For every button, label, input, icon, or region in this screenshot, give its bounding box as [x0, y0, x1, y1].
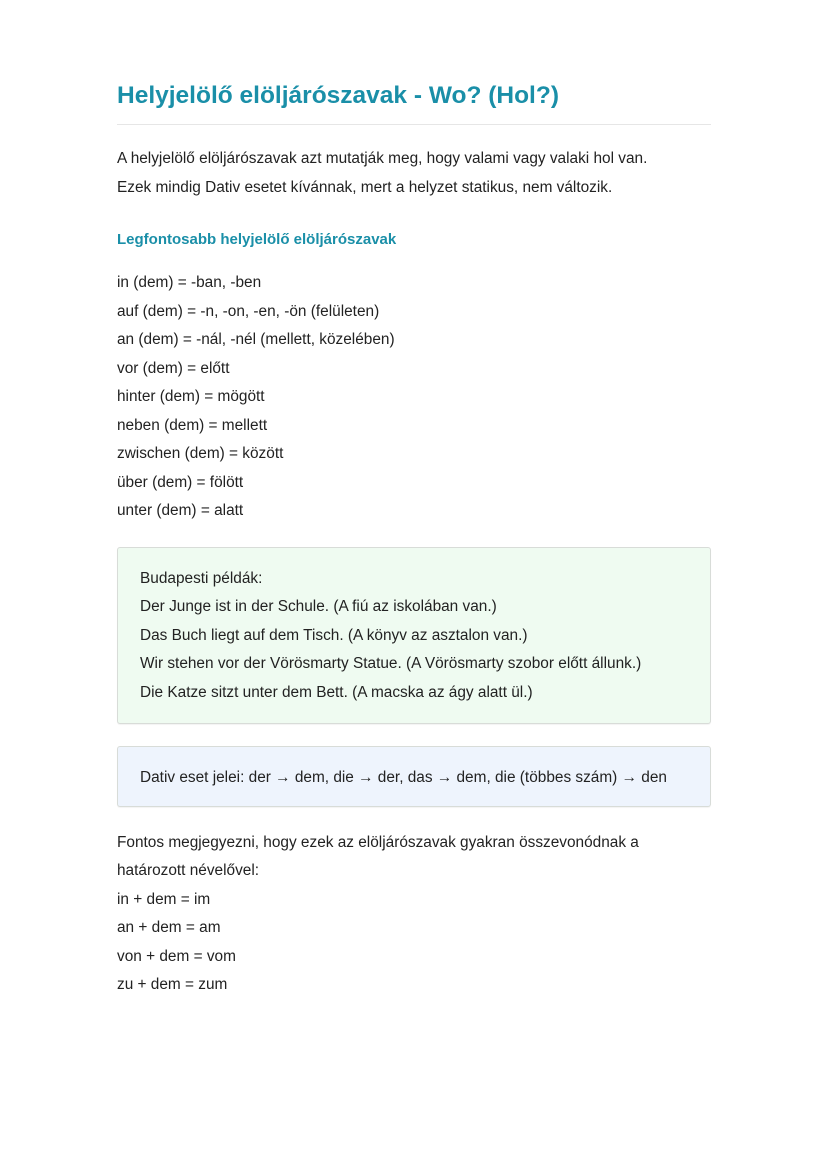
- list-item: in (dem) = -ban, -ben: [117, 274, 262, 291]
- divider: [117, 124, 711, 125]
- list-item: neben (dem) = mellett: [117, 416, 268, 434]
- list-item: zwischen (dem) = között: [117, 445, 284, 462]
- example-item: Wir stehen vor der Vörösmarty Statue. (A Vörösmarty szobor előtt állunk.): [140, 655, 642, 672]
- contraction-intro: Fontos megjegyezni, hogy ezek az elöljárószavak gyakran összevonódnak a határozott névelővel:: [117, 833, 639, 879]
- list-item: auf (dem) = -n, -on, -en, -ön (felületen): [117, 302, 380, 320]
- intro-paragraph: [117, 145, 711, 202]
- example-item: Der Junge ist in der Schule. (A fiú az iskolában van.): [140, 598, 497, 615]
- list-item: in + dem = im: [117, 890, 211, 908]
- examples-label: Budapesti példák:: [140, 569, 263, 587]
- dativ-note-box: [117, 746, 711, 807]
- page-title: Helyjelölő elöljárószavak - Wo? (Hol?): [117, 82, 559, 109]
- examples-box: [117, 547, 711, 725]
- intro-line: Ezek mindig Dativ esetet kívánnak, mert a helyzet statikus, nem változik.: [117, 178, 613, 196]
- example-item: Die Katze sitzt unter dem Bett. (A macska az ágy alatt ül.): [140, 683, 533, 701]
- list-item: vor (dem) = előtt: [117, 359, 230, 377]
- list-item: an (dem) = -nál, -nél (mellett, közelében): [117, 331, 395, 348]
- document: [117, 78, 711, 1000]
- list-item: zu + dem = zum: [117, 976, 228, 993]
- dativ-note: Dativ eset jelei: der → dem, die → der, das → dem, die (többes szám) → den: [140, 769, 667, 786]
- example-item: Das Buch liegt auf dem Tisch. (A könyv az asztalon van.): [140, 626, 528, 644]
- section-heading: Legfontosabb helyjelölő elöljárószavak: [117, 231, 397, 248]
- list-item: unter (dem) = alatt: [117, 502, 244, 519]
- list-item: von + dem = vom: [117, 947, 236, 965]
- contraction-section: [117, 829, 711, 1000]
- list-item: an + dem = am: [117, 919, 221, 936]
- list-item: über (dem) = fölött: [117, 473, 244, 491]
- intro-line: A helyjelölő elöljárószavak azt mutatják meg, hogy valami vagy valaki hol van.: [117, 150, 648, 167]
- preposition-list: [117, 269, 711, 526]
- list-item: hinter (dem) = mögött: [117, 388, 265, 405]
